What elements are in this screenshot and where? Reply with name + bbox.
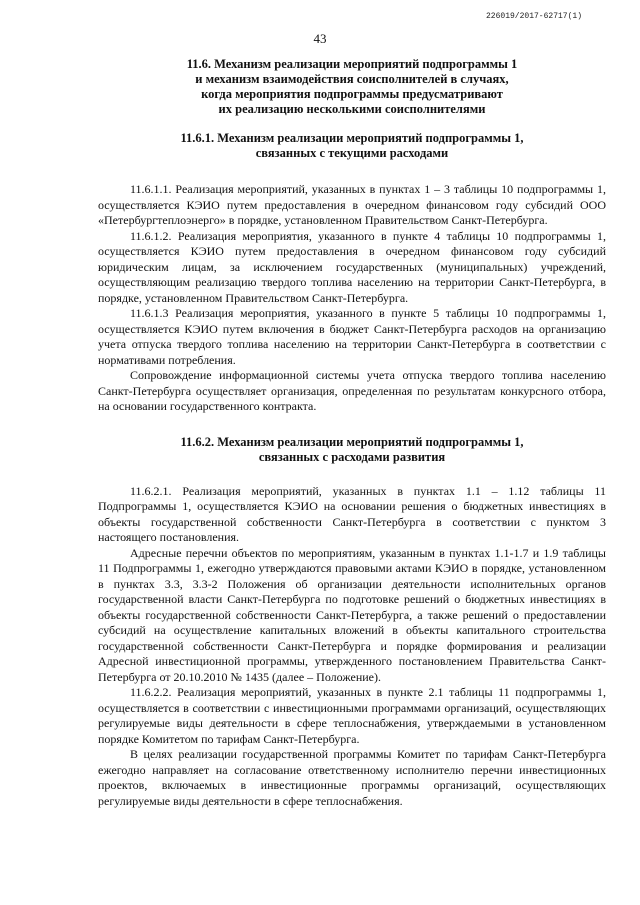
paragraph-info-system: Сопровождение информационной системы учета отпуска твердого топлива населению Санкт-Петербурга осуществляет организация, определенная по результатам конкурсного отбора, на основании государственного контракта. (98, 368, 606, 413)
document-body (98, 57, 606, 809)
section-11-6-1-title (98, 131, 606, 161)
title-line: когда мероприятия подпрограммы предусматривают (201, 87, 503, 101)
title-line: 11.6.2. Механизм реализации мероприятий подпрограммы 1, (180, 434, 524, 449)
section-11-6-2-title (98, 435, 606, 465)
paragraph-11-6-1-3: 11.6.1.3 Реализация мероприятия, указанного в пункте 5 таблицы 10 подпрограммы 1, осуществляется КЭИО путем включения в бюджет Санкт-Петербурга расходов на организацию учета отпуска твердого топлива населению на территории Санкт-Петербурга в соответствии с нормативами потребления. (98, 306, 606, 367)
title-line: 11.6. Механизм реализации мероприятий подпрограммы 1 (186, 57, 518, 71)
title-line: и механизм взаимодействия соисполнителей в случаях, (195, 72, 509, 86)
paragraph-11-6-2-2: 11.6.2.2. Реализация мероприятий, указанных в пункте 2.1 таблицы 11 подпрограммы 1, осуществляется в соответствии с инвестиционными программами организаций, осуществляющих регулируемые виды деятельности в сфере теплоснабжения, утверждаемыми в установленном порядке Комитетом по тарифам Санкт-Петербурга. (98, 685, 606, 746)
paragraph-tariff-committee: В целях реализации государственной программы Комитет по тарифам Санкт-Петербурга ежегодно направляет на согласование ответственному исполнителю перечни инвестиционных проектов, включаемых в инвестиционные программы организаций, осуществляющих регулируемые виды деятельности в сфере теплоснабжения. (98, 747, 606, 808)
page-number: 43 (313, 31, 327, 46)
title-line: связанных с текущими расходами (255, 146, 449, 160)
title-line: связанных с расходами развития (258, 449, 446, 464)
paragraph-11-6-1-1: 11.6.1.1. Реализация мероприятий, указанных в пунктах 1 – 3 таблицы 10 подпрограммы 1, осуществляется КЭИО путем предоставления в очередном финансовом году субсидий ООО «Петербургтеплоэнерго» в порядке, установленном Правительством Санкт-Петербурга. (98, 182, 606, 227)
paragraph-address-lists: Адресные перечни объектов по мероприятиям, указанным в пунктах 1.1-1.7 и 1.9 таблицы 11 Подпрограммы 1, ежегодно утверждаются правовыми актами КЭИО в порядке, установленном в пунктах 3.3, 3.3-2 Положения об организации деятельности исполнительных органов государственной власти Санкт-Петербурга по подготовке решений о бюджетных инвестициях в объекты государственной собственности Санкт-Петербурга, а также решений о предоставлении субсидий на осуществление капитальных вложений в объекты капитального строительства государственной собственности Санкт-Петербурга и порядке формирования и реализации Адресной инвестиционной программы, утвержденного постановлением Правительства Санкт-Петербурга от 20.10.2010 № 1435 (далее – Положение). (98, 545, 606, 684)
paragraph-11-6-1-2: 11.6.1.2. Реализация мероприятия, указанного в пункте 4 таблицы 10 подпрограммы 1, осуществляется КЭИО путем предоставления в очередном финансовом году субсидий юридическим лицам, за исключением государственных (муниципальных) учреждений, осуществляющим реализацию твердого топлива населению на территории Санкт-Петербурга, в порядке, установленном Правительством Санкт-Петербурга. (98, 228, 606, 305)
title-line: 11.6.1. Механизм реализации мероприятий подпрограммы 1, (180, 131, 524, 145)
document-id: 226019/2017-62717(1) (485, 12, 582, 21)
paragraph-11-6-2-1: 11.6.2.1. Реализация мероприятий, указанных в пунктах 1.1 – 1.12 таблицы 11 Подпрограммы 1, осуществляется КЭИО на основании решения о бюджетных инвестициях в объекты государственной собственности Санкт-Петербурга в соответствии с пунктом 3 настоящего постановления. (98, 483, 606, 544)
section-11-6-title (98, 57, 606, 117)
title-line: их реализацию несколькими соисполнителями (218, 102, 486, 116)
